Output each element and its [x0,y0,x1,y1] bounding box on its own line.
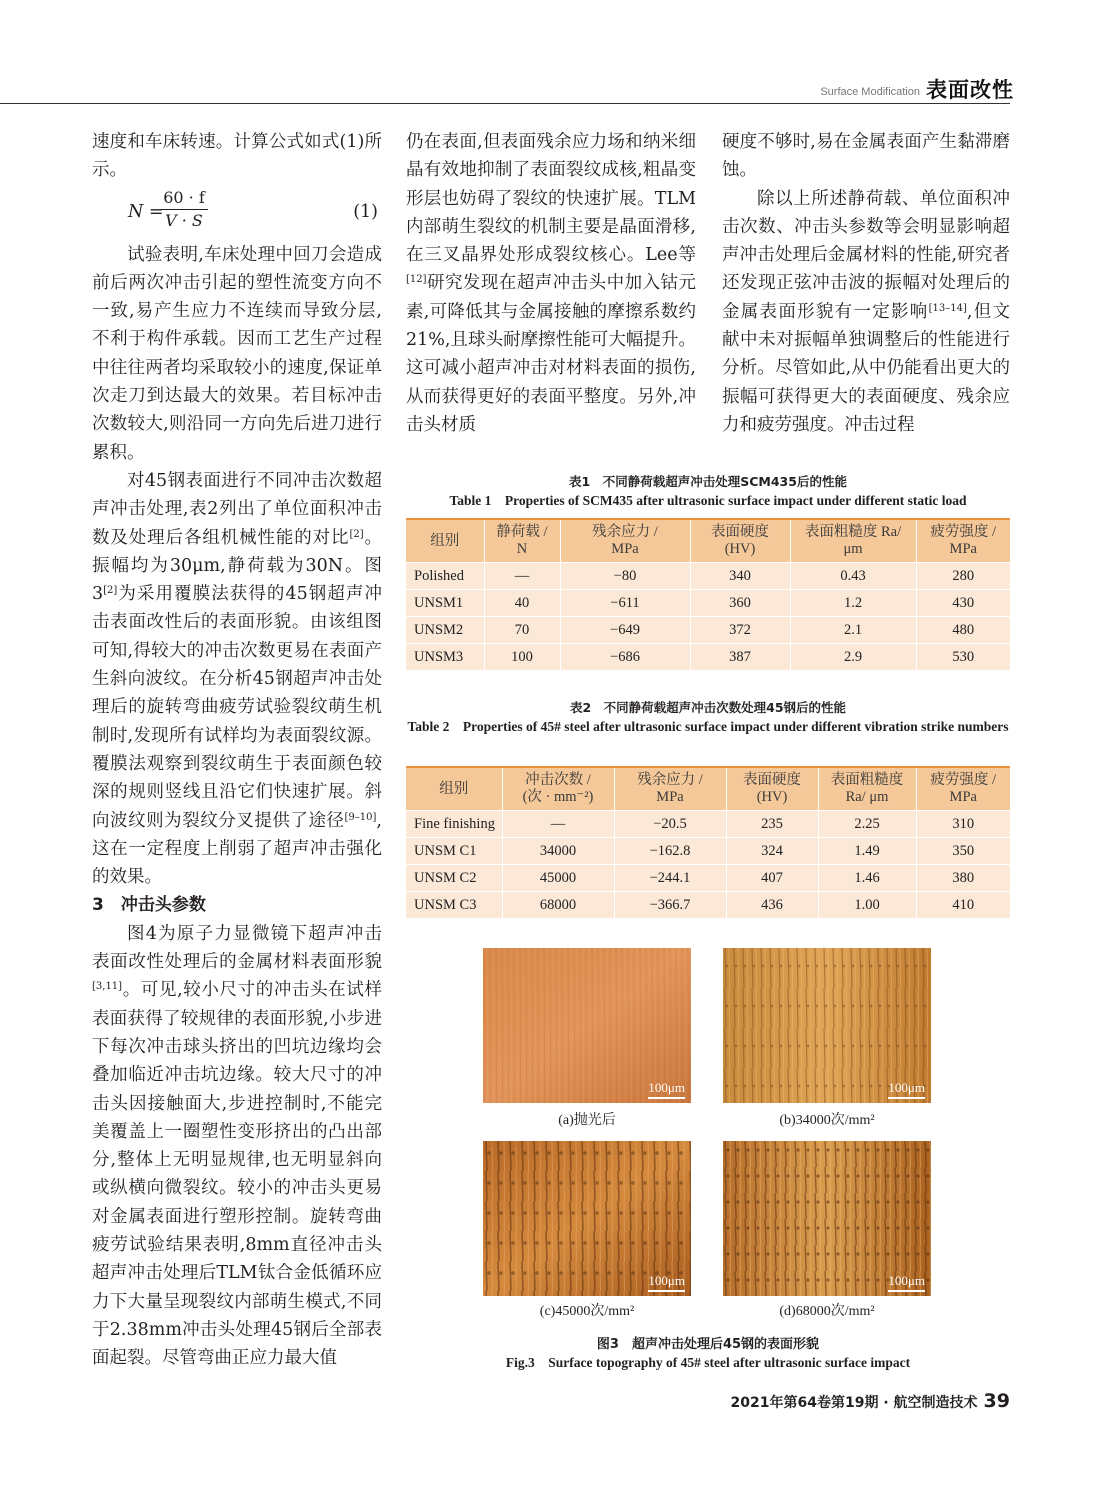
table-cell: 436 [726,892,818,919]
paragraph: 试验表明,车床处理中回刀会造成前后两次冲击引起的塑性流变方向不一致,易产生应力不连续而导致分层,不利于构件承载。因而工艺生产过程中往往两者均采取较小的速度,保证单次走刀到达最大的效果。若目标冲击次数较大,则沿同一方向先后进刀进行累积。 [92,244,382,463]
table-cell: 410 [916,892,1010,919]
table-cell: 1.2 [790,590,916,617]
table-cell: 360 [690,590,790,617]
table-header-cell [502,767,614,811]
table-header-cell [726,767,818,811]
text: 。可见,较小尺寸的冲击头在试样表面获得了较规律的表面形貌,小步进下每次冲击球头挤出的凹坑边缘均会叠加临近冲击坑边缘。较大尺寸的冲击头因接触面大,步进控制时,不能完美覆盖上一圈塑性变形挤出的凸出部分,整体上无明显规律,也无明显斜向或纵横向微裂纹。较小的冲击头更易对金属表面进行塑形控制。旋转弯曲疲劳试验结果表明,8mm直径冲击头超声冲击处理后TLM钛合金低循环应力下大量呈现裂纹内部萌生模式,不同于2.38mm冲击头处理45钢后全部表面起裂。尽管弯曲正应力最大值 [92,980,382,1369]
scale-bar-label: 100μm [648,1273,685,1288]
header-line: 残余应力 / [637,772,703,788]
table-cell: −244.1 [614,865,726,892]
figure3-image-c [483,1141,691,1296]
table-cell: −80 [560,563,690,590]
citation: [13–14] [928,302,967,314]
paragraph [722,185,1010,440]
citation: [2] [103,585,118,597]
section-heading: 3 冲击头参数 [92,895,206,916]
header-line: 残余应力 / [592,524,658,540]
text: 。振幅均为30μm,静荷载为30N。图3 [92,527,383,605]
header-line: μm [843,541,863,557]
figure3-sublabel-d: (d)68000次/mm² [779,1304,875,1319]
table-cell: 430 [916,590,1010,617]
table-cell: Polished [414,567,464,584]
scale-bar-label: 100μm [888,1080,925,1095]
header-line: MPa [949,789,977,805]
table-cell: 530 [916,644,1010,671]
header-line: N [516,541,528,557]
table-cell: 1.46 [818,865,916,892]
table-cell: 324 [726,838,818,865]
table-row [406,617,1010,644]
table-cell: 350 [916,838,1010,865]
table-cell: 407 [726,865,818,892]
table-header-cell [560,519,690,563]
header-line: 表面粗糙度 [830,772,904,788]
table2-caption-en: Table 2 Properties of 45# steel after ultrasonic surface impact under different vibration strike numbers [407,719,1009,734]
header-line: 疲劳强度 / [930,772,997,788]
table-cell: UNSM C1 [414,842,477,859]
table2-body [406,811,1010,919]
header-line: Ra/ μm [845,789,889,805]
table1 [406,518,1010,670]
running-header-cn: 表面改性 [926,78,1014,102]
table-row [406,838,1010,865]
table-cell: UNSM C3 [414,896,477,913]
table1-caption-en: Table 1 Properties of SCM435 after ultrasonic surface impact under different static load [449,493,967,508]
table-cell: −162.8 [614,838,726,865]
table-cell: 34000 [502,838,614,865]
table-header-cell [916,519,1010,563]
formula-lhs: N = [128,201,164,222]
table-cell: −366.7 [614,892,726,919]
table-cell: 480 [916,617,1010,644]
table-header-cell [614,767,726,811]
citation: [2] [349,528,364,540]
citation: [12] [406,274,427,286]
page-footer [690,1390,1010,1412]
table-cell: 235 [726,811,818,838]
running-header-en: Surface Modification [820,86,920,98]
page-number: 39 [983,1390,1010,1412]
table-cell: 280 [916,563,1010,590]
table-header-cell [406,767,502,811]
table2-caption [406,698,1010,738]
table1-header-row [406,519,1010,563]
formula-denominator: V · S [165,210,203,230]
table-cell: UNSM C2 [414,869,477,886]
header-line: 组别 [430,532,460,549]
table1-caption [406,472,1010,512]
paragraph [92,920,382,1373]
table-cell: 2.1 [790,617,916,644]
header-line: 疲劳强度 / [930,524,997,540]
equation-number: (1) [353,201,378,222]
table-cell: 100 [484,644,560,671]
figure3-image-a [483,948,691,1103]
table-row [406,865,1010,892]
table-header-cell [790,519,916,563]
header-line: MPa [656,789,684,805]
table-cell: 70 [484,617,560,644]
text: ,这在一定程度上削弱了超声冲击强化的效果。 [92,810,382,888]
scale-bar [888,1273,925,1292]
table-cell: 2.9 [790,644,916,671]
figure3-sublabel-b: (b)34000次/mm² [779,1113,875,1128]
table-row [406,563,1010,590]
header-line: 表面粗糙度 Ra/ [804,524,902,540]
table-cell: UNSM2 [414,621,464,638]
table-cell: −686 [560,644,690,671]
text: 为采用覆膜法获得的45钢超声冲击表面改性后的表面形貌。由该组图可知,得较大的冲击次数更易在表面产生斜向波纹。在分析45钢超声冲击处理后的旋转弯曲疲劳试验裂纹萌生机制时,发现所有试样均为表面裂纹源。覆膜法观察到裂纹萌生于表面颜色较深的规则竖线且沿它们快速扩展。斜向波纹则为裂纹分叉提供了途径 [92,584,382,831]
paragraph [406,128,696,439]
citation: [9–10] [344,811,377,823]
table-cell: 310 [916,811,1010,838]
text: 图4为原子力显微镜下超声冲击表面改性处理后的金属材料表面形貌 [92,923,382,973]
figure3-caption-cn: 图3 超声冲击处理后45钢的表面形貌 [596,1337,820,1352]
header-line: 组别 [439,780,469,797]
figure3-image-d [723,1141,931,1296]
table-cell: UNSM3 [414,648,464,665]
text: 对45钢表面进行不同冲击次数超声冲击处理,表2列出了单位面积冲击数及处理后各组机械性能的对比 [92,470,382,548]
table2-caption-cn: 表2 不同静荷载超声冲击次数处理45钢后的性能 [569,700,847,715]
table-cell: 0.43 [790,563,916,590]
paragraph: 速度和车床转速。计算公式如式(1)所示。 [92,132,382,181]
table-header-cell [484,519,560,563]
table2-header-row [406,767,1010,811]
table-header-cell [406,519,484,563]
figure3-caption [406,1333,1010,1374]
paragraph: 硬度不够时,易在金属表面产生黏滞磨蚀。 [722,132,1010,181]
table-cell: — [484,563,560,590]
table2 [406,766,1010,918]
text: 除以上所述静荷载、单位面积冲击次数、冲击头参数等会明显影响超声冲击处理后金属材料的性能,研究者还发现正弦冲击波的振幅对处理后的金属表面形貌有一定影响 [722,188,1010,322]
header-line: 冲击次数 / [525,772,591,788]
text: 研究发现在超声冲击头中加入钴元素,可降低其与金属接触的摩擦系数约21%,且球头耐摩擦性能可大幅提升。这可减小超声冲击对材料表面的损伤,从而获得更好的表面平整度。另外,冲击头材质 [406,273,696,435]
scale-bar-label: 100μm [888,1273,925,1288]
column-right [722,128,1010,439]
header-line: 表面硬度 [743,772,801,788]
table-cell: 45000 [502,865,614,892]
figure3-image-b [723,948,931,1103]
scale-bar [888,1080,925,1099]
table-row [406,811,1010,838]
figure3-sublabel-a: (a)抛光后 [558,1113,616,1128]
table1-body [406,563,1010,671]
text: 仍在表面,但表面残余应力场和纳米细晶有效地抑制了表面裂纹成核,粗晶变形层也妨碍了裂纹的快速扩展。TLM内部萌生裂纹的机制主要是晶面滑移,在三叉晶界处形成裂纹核心。Lee等 [406,132,696,266]
table-row [406,644,1010,671]
formula-numerator: 60 · f [160,187,208,210]
table-cell: 372 [690,617,790,644]
table-header-cell [690,519,790,563]
table-cell: — [502,811,614,838]
table-header-cell [916,767,1010,811]
table-cell: Fine finishing [414,815,495,832]
header-line: (HV) [724,541,756,557]
table-cell: 380 [916,865,1010,892]
column-middle [406,128,696,439]
header-line: MPa [949,541,977,557]
paragraph [92,467,382,891]
citation: [3,11] [92,981,123,993]
table-cell: 387 [690,644,790,671]
journal-info: 2021年第64卷第19期 · 航空制造技术 [730,1395,978,1411]
table-cell: 2.25 [818,811,916,838]
scale-bar [648,1273,685,1292]
table-cell: 1.00 [818,892,916,919]
table-cell: UNSM1 [414,594,464,611]
formula-fraction [160,187,208,232]
table-header-cell [818,767,916,811]
table-row [406,590,1010,617]
scale-bar-label: 100μm [648,1080,685,1095]
table-cell: −649 [560,617,690,644]
header-line: MPa [611,541,639,557]
table-cell: −20.5 [614,811,726,838]
column-left [92,128,382,1372]
table-cell: −611 [560,590,690,617]
table1-caption-cn: 表1 不同静荷载超声冲击处理SCM435后的性能 [569,474,847,489]
scale-bar [648,1080,685,1099]
header-rule [0,103,1010,104]
table-cell: 1.49 [818,838,916,865]
formula-1 [92,187,382,237]
table-cell: 40 [484,590,560,617]
header-line: (HV) [756,789,788,805]
table-cell: 340 [690,563,790,590]
header-line: 表面硬度 [711,524,769,540]
text: ,但文献中未对振幅单独调整后的性能进行分析。尽管如此,从中仍能看出更大的振幅可获得更大的表面硬度、残余应力和疲劳强度。冲击过程 [722,301,1010,435]
header-line: 静荷载 / [496,524,548,540]
figure3-sublabel-c: (c)45000次/mm² [539,1304,635,1319]
table-cell: 68000 [502,892,614,919]
figure3-caption-en: Fig.3 Surface topography of 45# steel after ultrasonic surface impact [505,1355,911,1370]
header-line: (次 · mm⁻²) [522,789,594,805]
table-row [406,892,1010,919]
